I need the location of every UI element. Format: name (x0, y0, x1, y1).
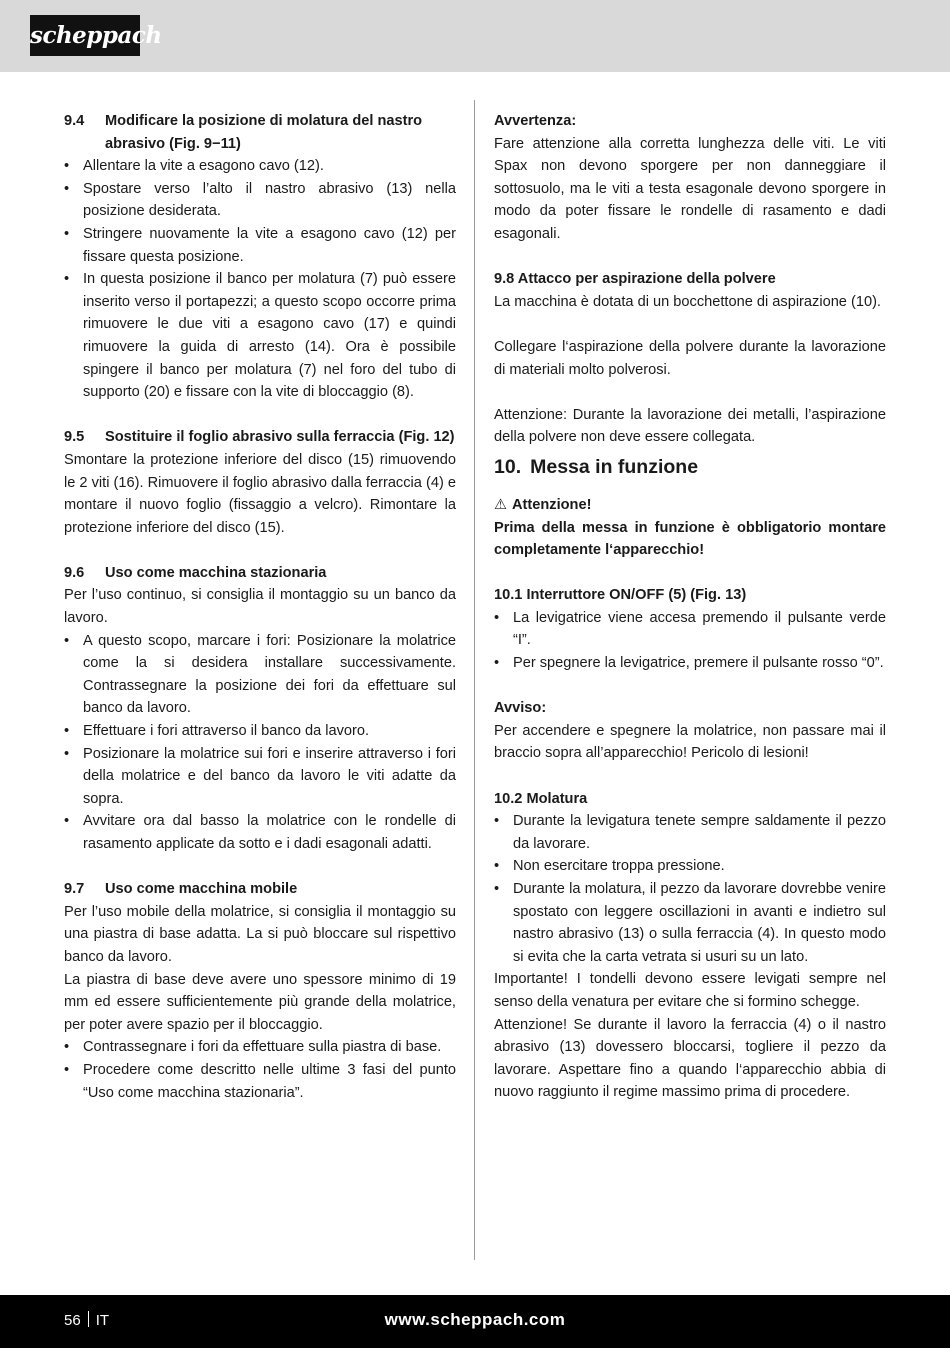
warning-triangle-icon: ⚠ (494, 496, 508, 513)
list-item: • Contrassegnare i fori da effettuare sulla piastra di base. (64, 1036, 456, 1059)
website-url: www.scheppach.com (384, 1310, 566, 1329)
paragraph: La piastra di base deve avere uno spessore minimo di 19 mm ed essere sufficientemente più grande della molatrice, per poter avere spazio per il bloccaggio. (64, 971, 456, 1033)
right-column (494, 110, 886, 1104)
paragraph: Attenzione: Durante la lavorazione dei metalli, l’aspirazione della polvere non deve essere collegata. (494, 406, 886, 446)
chapter-heading-10: 10. Messa in funzione (494, 455, 699, 478)
warning-heading: ⚠ Attenzione! (494, 494, 886, 517)
list-item: • La levigatrice viene accesa premendo il pulsante verde “I”. (494, 607, 886, 652)
section-heading-10-1: 10.1 Interruttore ON/OFF (5) (Fig. 13) (494, 587, 747, 604)
note-heading-avviso: Avviso: (494, 700, 547, 717)
bullet-list-9-7 (64, 1036, 456, 1104)
bullet-list-9-4 (64, 155, 456, 404)
list-item: • Durante la molatura, il pezzo da lavorare dovrebbe venire spostato con leggere oscillazioni in avanti e indietro sul nastro abrasivo (13) o sulla ferraccia (4). In questo modo si evita che la carta vetrata si usuri su un lato. (494, 878, 886, 968)
paragraph: La macchina è dotata di un bocchettone di aspirazione (10). (494, 293, 881, 310)
section-heading-9-5: 9.5 Sostituire il foglio abrasivo sulla ferraccia (Fig. 12) (64, 429, 455, 446)
paragraph: Attenzione! Se durante il lavoro la ferraccia (4) o il nastro abrasivo (13) dovessero bloccarsi, togliere il pezzo da lavorare. Aspettare fino a quando l‘apparecchio abbia di nuovo raggiunto il regime massimo prima di procedere. (494, 1016, 886, 1101)
paragraph: Per l’uso mobile della molatrice, si consiglia il montaggio su una piastra di base adatta. La si può bloccare sul rispettivo banco da lavoro. (64, 903, 456, 965)
list-item: • Spostare verso l’alto il nastro abrasivo (13) nella posizione desiderata. (64, 178, 456, 223)
list-item: • Stringere nuovamente la vite a esagono cavo (12) per fissare questa posizione. (64, 223, 456, 268)
paragraph: Importante! I tondelli devono essere levigati sempre nel senso della venatura per evitare che si formino schegge. (494, 971, 886, 1010)
paragraph: Per l’uso continuo, si consiglia il montaggio su un banco da lavoro. (64, 587, 456, 627)
column-divider (474, 100, 475, 1260)
section-heading-9-4: 9.4 Modificare la posizione di molatura del nastro abrasivo (Fig. 9−11) (64, 113, 423, 152)
paragraph: Fare attenzione alla corretta lunghezza delle viti. Le viti Spax non devono sporgere per non danneggiare il sottosuolo, ma le viti a testa esagonale devono sporgere in modo da poter fissare le rondelle di rasamento e dadi esagonali. (494, 135, 886, 242)
list-item: • Avvitare ora dal basso la molatrice con le rondelle di rasamento applicate da sotto e i dadi esagonali adatti. (64, 810, 456, 855)
list-item: • In questa posizione il banco per molatura (7) può essere inserito verso il portapezzi; a questo scopo occorre prima rimuovere le due viti a esagono cavo (17) e quindi rimuovere la guida di arresto (14). Ora è possibile spingere il banco per molatura (7) nel foro del tubo di supporto (20) e fissare con la vite di bloccaggio (8). (64, 268, 456, 404)
list-item: • Allentare la vite a esagono cavo (12). (64, 155, 456, 178)
paragraph: Collegare l‘aspirazione della polvere durante la lavorazione di materiali molto polverosi. (494, 338, 886, 378)
section-heading-9-8: 9.8 Attacco per aspirazione della polvere (494, 271, 776, 288)
list-item: • Effettuare i fori attraverso il banco da lavoro. (64, 720, 456, 743)
footer-bar (0, 1295, 950, 1348)
bullet-list-10-2 (494, 810, 886, 968)
section-heading-9-7: 9.7 Uso come macchina mobile (64, 881, 298, 898)
bullet-list-9-6 (64, 630, 456, 856)
list-item: • Procedere come descritto nelle ultime 3 fasi del punto “Uso come macchina stazionaria”. (64, 1059, 456, 1104)
paragraph: Per accendere e spegnere la molatrice, non passare mai il braccio sopra all’apparecchio! Pericolo di lesioni! (494, 722, 886, 762)
header-bar (0, 0, 950, 72)
paragraph: Smontare la protezione inferiore del disco (15) rimuovendo le 2 viti (16). Rimuovere il foglio abrasivo dalla ferraccia (4) e montare il nuovo foglio (fissaggio a velcro). Rimontare la protezione inferiore del disco (15). (64, 451, 456, 536)
list-item: • Non esercitare troppa pressione. (494, 855, 886, 878)
list-item: • A questo scopo, marcare i fori: Posizionare la molatrice come la si desidera installare successivamente. Contrassegnare la posizione dei fori da effettuare sul banco da lavoro. (64, 630, 456, 720)
warning-text: Prima della messa in funzione è obbligatorio montare completamente l‘apparecchio! (494, 519, 886, 559)
section-heading-9-6: 9.6 Uso come macchina stazionaria (64, 564, 327, 581)
note-heading-avvertenza: Avvertenza: (494, 113, 577, 129)
bullet-list-10-1 (494, 607, 886, 675)
section-heading-10-2: 10.2 Molatura (494, 790, 588, 807)
list-item: • Per spegnere la levigatrice, premere il pulsante rosso “0”. (494, 652, 886, 675)
page-number: 56 IT (64, 1312, 110, 1329)
brand-logo: scheppach (30, 15, 140, 56)
left-column (64, 110, 456, 1104)
list-item: • Durante la levigatura tenete sempre saldamente il pezzo da lavorare. (494, 810, 886, 855)
list-item: • Posizionare la molatrice sui fori e inserire attraverso i fori della molatrice e del banco da lavoro le viti adatte da sopra. (64, 743, 456, 811)
